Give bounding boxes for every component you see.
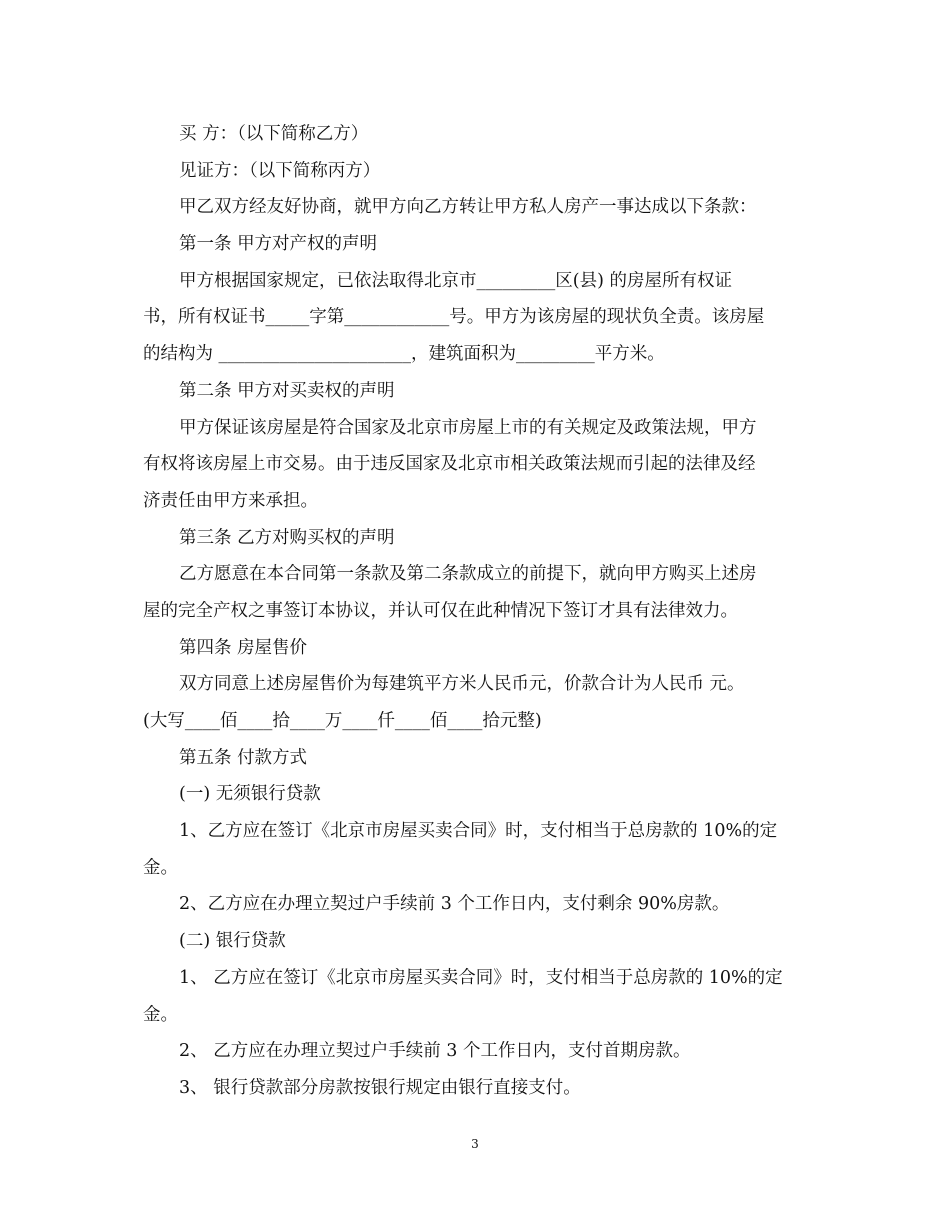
document-line: 第三条 乙方对购买权的声明 (179, 527, 395, 548)
document-line: 第五条 付款方式 (179, 747, 308, 768)
document-line: 金。 (143, 857, 178, 878)
document-line: (二) 银行贷款 (179, 931, 286, 952)
document-line: 见证方：（以下简称丙方） (179, 160, 381, 181)
document-line: 济责任由甲方来承担。 (143, 490, 318, 511)
document-line: 第一条 甲方对产权的声明 (179, 234, 378, 255)
document-line: 乙方愿意在本合同第一条款及第二条款成立的前提下，就向甲方购买上述房 (179, 564, 757, 585)
document-line: 买 方：（以下简称乙方） (179, 124, 369, 144)
document-line: 第四条 房屋售价 (179, 637, 308, 658)
document-line: 2、 乙方应在办理立契过户手续前 3 个工作日内，支付首期房款。 (179, 1041, 691, 1062)
document-line: 甲方根据国家规定，已依法取得北京市_________区(县) 的房屋所有权证 (179, 270, 732, 291)
document-line: 的结构为 ______________________，建筑面积为_________平方米。 (143, 344, 665, 365)
document-line: 屋的完全产权之事签订本协议，并认可仅在此种情况下签订才具有法律效力。 (143, 600, 738, 621)
document-line: 双方同意上述房屋售价为每建筑平方米人民币元，价款合计为人民币 元。 (179, 674, 745, 695)
document-line: 2、乙方应在办理立契过户手续前 3 个工作日内，支付剩余 90%房款。 (179, 894, 730, 915)
document-line: 甲方保证该房屋是符合国家及北京市房屋上市的有关规定及政策法规，甲方 (179, 417, 757, 438)
document-line: 金。 (143, 1004, 178, 1025)
document-line: 甲乙双方经友好协商，就甲方向乙方转让甲方私人房产一事达成以下条款： (179, 197, 757, 218)
document-line: 书，所有权证书_____字第____________号。甲方为该房屋的现状负全责。该房屋 (143, 307, 765, 328)
document-line: 有权将该房屋上市交易。由于违反国家及北京市相关政策法规而引起的法律及经 (143, 454, 756, 475)
document-line: 1、 乙方应在签订《北京市房屋买卖合同》时，支付相当于总房款的 10%的定 (179, 967, 783, 988)
document-line: 3、 银行贷款部分房款按银行规定由银行直接支付。 (179, 1077, 581, 1098)
document-line: 1、乙方应在签订《北京市房屋买卖合同》时，支付相当于总房款的 10%的定 (179, 821, 778, 842)
document-line: 第二条 甲方对买卖权的声明 (179, 380, 395, 401)
page-number: 3 (471, 1137, 479, 1151)
document-line: (一) 无须银行贷款 (179, 784, 321, 805)
contract-body (143, 116, 808, 1107)
document-line: (大写____佰____拾____万____仟____佰____拾元整) (143, 711, 542, 731)
